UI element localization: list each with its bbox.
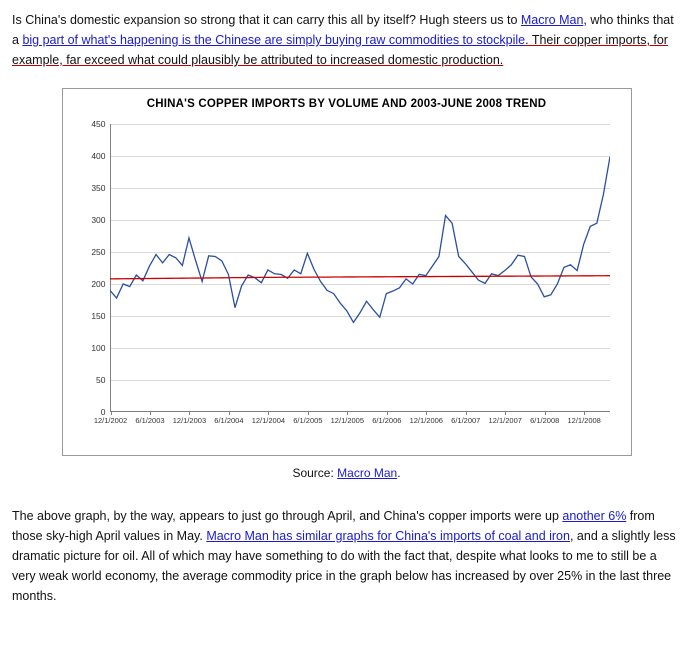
source-prefix: Source: [292, 466, 338, 480]
x-axis-tick-label: 6/1/2005 [293, 416, 323, 425]
x-axis-tick-label: 12/1/2006 [409, 416, 443, 425]
y-axis-tick-label: 50 [96, 375, 106, 385]
chart-title: CHINA'S COPPER IMPORTS BY VOLUME AND 2003-JUNE 2008 TREND [146, 98, 547, 110]
chart-source [12, 466, 681, 480]
intro-text-3: . Their copper imports, for example, far exceed what could plausibly be attributed to increased domestic production. [12, 33, 668, 67]
intro-text-2: , who thinks that a [12, 13, 674, 47]
y-axis-tick-label: 150 [91, 311, 106, 321]
chart-series-line [110, 276, 610, 279]
y-axis-tick-label: 250 [91, 247, 106, 257]
x-axis-tick-label: 12/1/2002 [93, 416, 128, 425]
x-axis-tick-label: 6/1/2004 [214, 416, 244, 425]
stockpile-link[interactable]: big part of what's happening is the Chinese are simply buying raw commodities to stockpile [22, 33, 526, 47]
copper-imports-chart [62, 88, 632, 456]
closing-paragraph [12, 506, 681, 606]
macro-man-graphs-link[interactable]: Macro Man has similar graphs for China's imports of coal and iron [206, 529, 570, 543]
intro-paragraph [12, 10, 681, 70]
x-axis-tick-label: 6/1/2003 [135, 416, 165, 425]
y-axis-tick-label: 300 [91, 215, 106, 225]
chart-series-svg [110, 124, 610, 412]
macro-man-link-source[interactable]: Macro Man [337, 466, 398, 480]
intro-text-1: Is China's domestic expansion so strong that it can carry this all by itself? Hugh steers us to [12, 13, 521, 27]
y-axis-tick-label: 200 [91, 279, 106, 289]
x-axis-tick-label: 12/1/2003 [172, 416, 207, 425]
x-axis-tick-label: 12/1/2004 [251, 416, 286, 425]
x-axis-tick-label: 6/1/2008 [530, 416, 560, 425]
x-axis-tick-label: 6/1/2006 [372, 416, 402, 425]
closing-text-1: The above graph, by the way, appears to just go through April, and China's copper imports were up [12, 509, 563, 523]
closing-text-3: , and a slightly less dramatic picture for oil. All of which may have something to do with the fact that, despite what looks to me to still be a very weak world economy, the average commodity price in the graph below has increased by over 25% in the last three months. [12, 529, 676, 603]
another-6-percent-link[interactable]: another 6% [562, 509, 627, 523]
closing-text-2: from those sky-high April values in May. [12, 509, 655, 543]
source-suffix: . [397, 466, 401, 480]
y-axis-tick-label: 0 [100, 407, 106, 417]
y-axis-tick-label: 350 [91, 183, 106, 193]
macro-man-link-top[interactable]: Macro Man [520, 13, 584, 27]
x-axis-tick-label: 6/1/2007 [451, 416, 481, 425]
y-axis-tick-label: 100 [91, 343, 106, 353]
y-axis-tick-label: 450 [91, 119, 106, 129]
x-axis-tick-label: 12/1/2005 [330, 416, 365, 425]
chart-series-line [110, 157, 610, 323]
y-axis-tick-label: 400 [91, 151, 106, 161]
x-axis-tick-label: 12/1/2007 [488, 416, 522, 425]
chart-plot-area [91, 119, 610, 425]
x-axis-tick-label: 12/1/2008 [567, 416, 601, 425]
